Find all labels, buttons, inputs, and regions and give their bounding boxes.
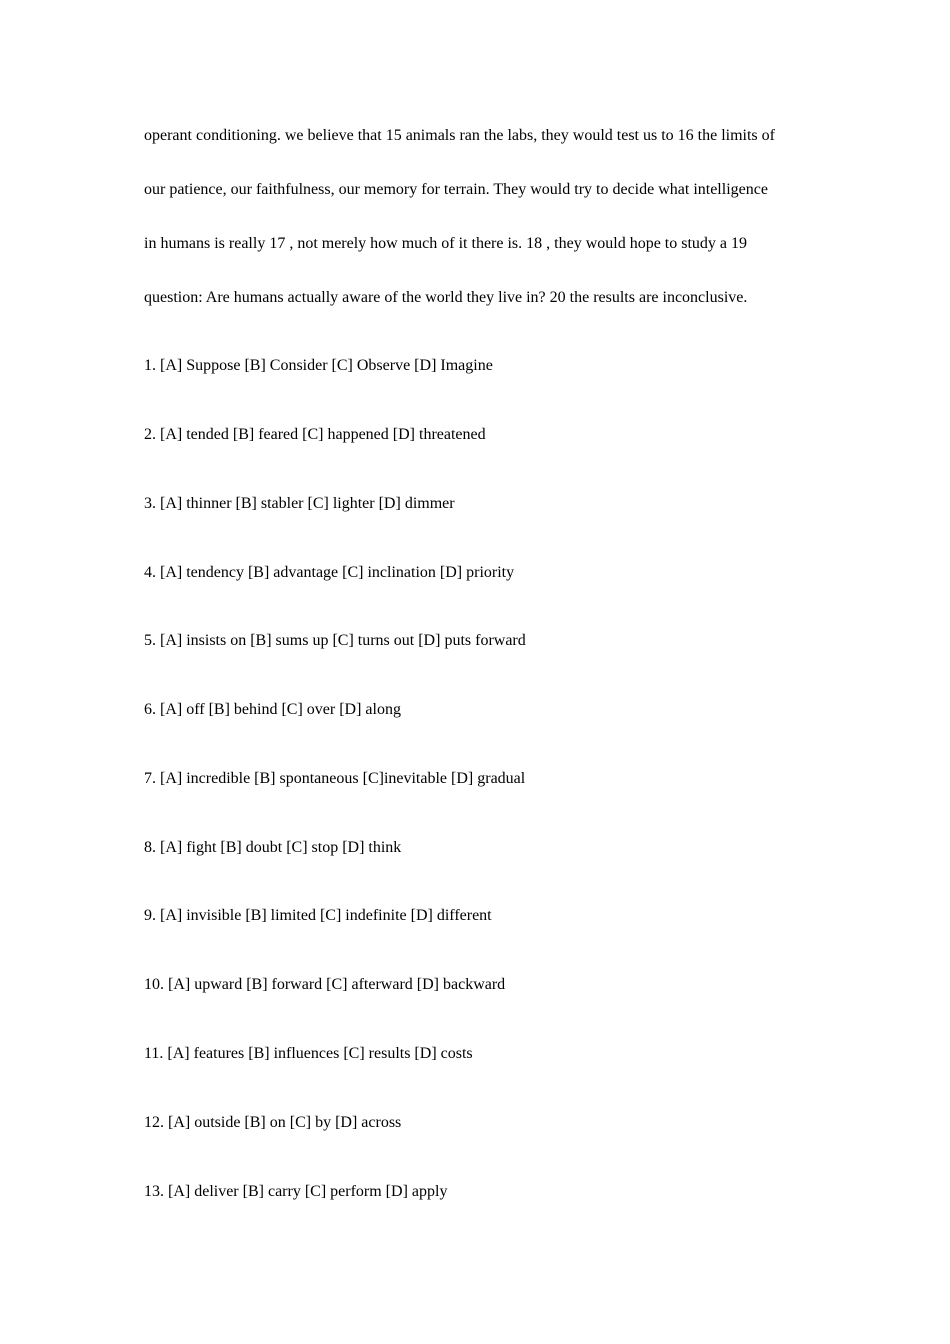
question-9: 9. [A] invisible [B] limited [C] indefinite [D] different — [144, 907, 492, 924]
question-2: 2. [A] tended [B] feared [C] happened [D] threatened — [144, 426, 486, 443]
question-12: 12. [A] outside [B] on [C] by [D] across — [144, 1114, 402, 1131]
question-13: 13. [A] deliver [B] carry [C] perform [D] apply — [144, 1183, 448, 1200]
passage-line-3: in humans is really 17 , not merely how much of it there is. 18 , they would hope to study a 19 — [144, 235, 748, 252]
passage-line-1: operant conditioning. we believe that 15 animals ran the labs, they would test us to 16 the limits of — [144, 127, 775, 144]
question-8: 8. [A] fight [B] doubt [C] stop [D] think — [144, 839, 402, 856]
question-7: 7. [A] incredible [B] spontaneous [C]inevitable [D] gradual — [144, 770, 526, 787]
question-1: 1. [A] Suppose [B] Consider [C] Observe [D] Imagine — [144, 357, 493, 374]
passage-line-4: question: Are humans actually aware of the world they live in? 20 the results are inconclusive. — [144, 289, 748, 306]
passage-line-2: our patience, our faithfulness, our memory for terrain. They would try to decide what intelligence — [144, 181, 768, 198]
question-10: 10. [A] upward [B] forward [C] afterward [D] backward — [144, 976, 506, 993]
question-4: 4. [A] tendency [B] advantage [C] inclination [D] priority — [144, 564, 515, 581]
question-3: 3. [A] thinner [B] stabler [C] lighter [D] dimmer — [144, 495, 455, 512]
question-11: 11. [A] features [B] influences [C] results [D] costs — [144, 1045, 473, 1062]
question-6: 6. [A] off [B] behind [C] over [D] along — [144, 701, 401, 718]
question-5: 5. [A] insists on [B] sums up [C] turns out [D] puts forward — [144, 632, 526, 649]
